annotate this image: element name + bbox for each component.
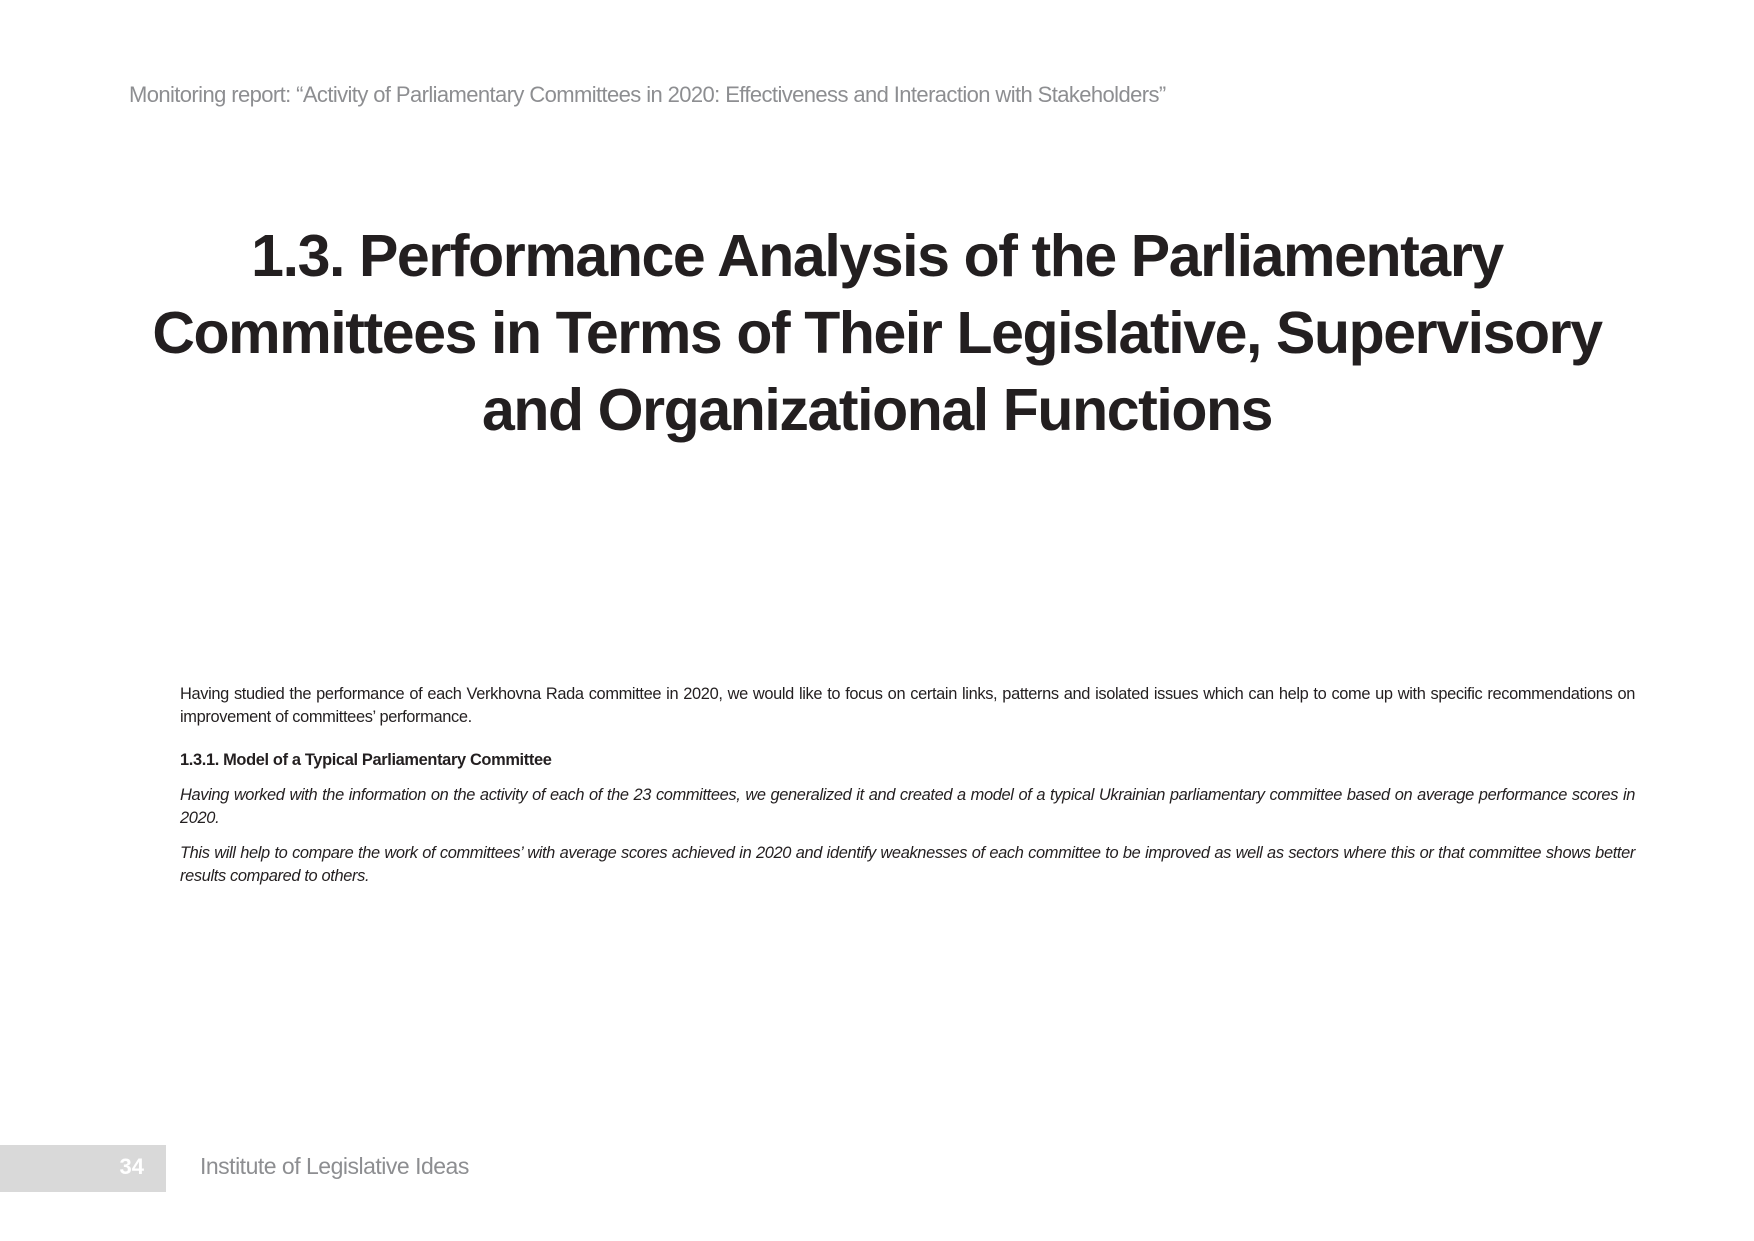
subsection-heading: 1.3.1. Model of a Typical Parliamentary Committee xyxy=(180,751,552,769)
body-text xyxy=(180,683,1635,900)
running-header: Monitoring report: “Activity of Parliamentary Committees in 2020: Effectiveness and Interaction with Stakeholders” xyxy=(129,82,1166,107)
page-number: 34 xyxy=(119,1154,144,1179)
italic-paragraph-1: Having worked with the information on the activity of each of the 23 committees, we generalized it and created a model of a typical Ukrainian parliamentary committee based on average performance scores in 2020. xyxy=(180,786,1635,827)
italic-paragraph-2: This will help to compare the work of committees’ with average scores achieved in 2020 and identify weaknesses of each committee to be improved as well as sectors where this or that committee shows better results compared to others. xyxy=(180,844,1635,885)
page-number-bar xyxy=(0,1145,166,1192)
intro-paragraph: Having studied the performance of each Verkhovna Rada committee in 2020, we would like to focus on certain links, patterns and isolated issues which can help to come up with specific recommendations on improvement of committees’ performance. xyxy=(180,685,1635,726)
section-title: 1.3. Performance Analysis of the Parliamentary Committees in Terms of Their Legislative, Supervisory and Organizational Functions xyxy=(152,223,1602,443)
footer-organization: Institute of Legislative Ideas xyxy=(200,1153,469,1179)
